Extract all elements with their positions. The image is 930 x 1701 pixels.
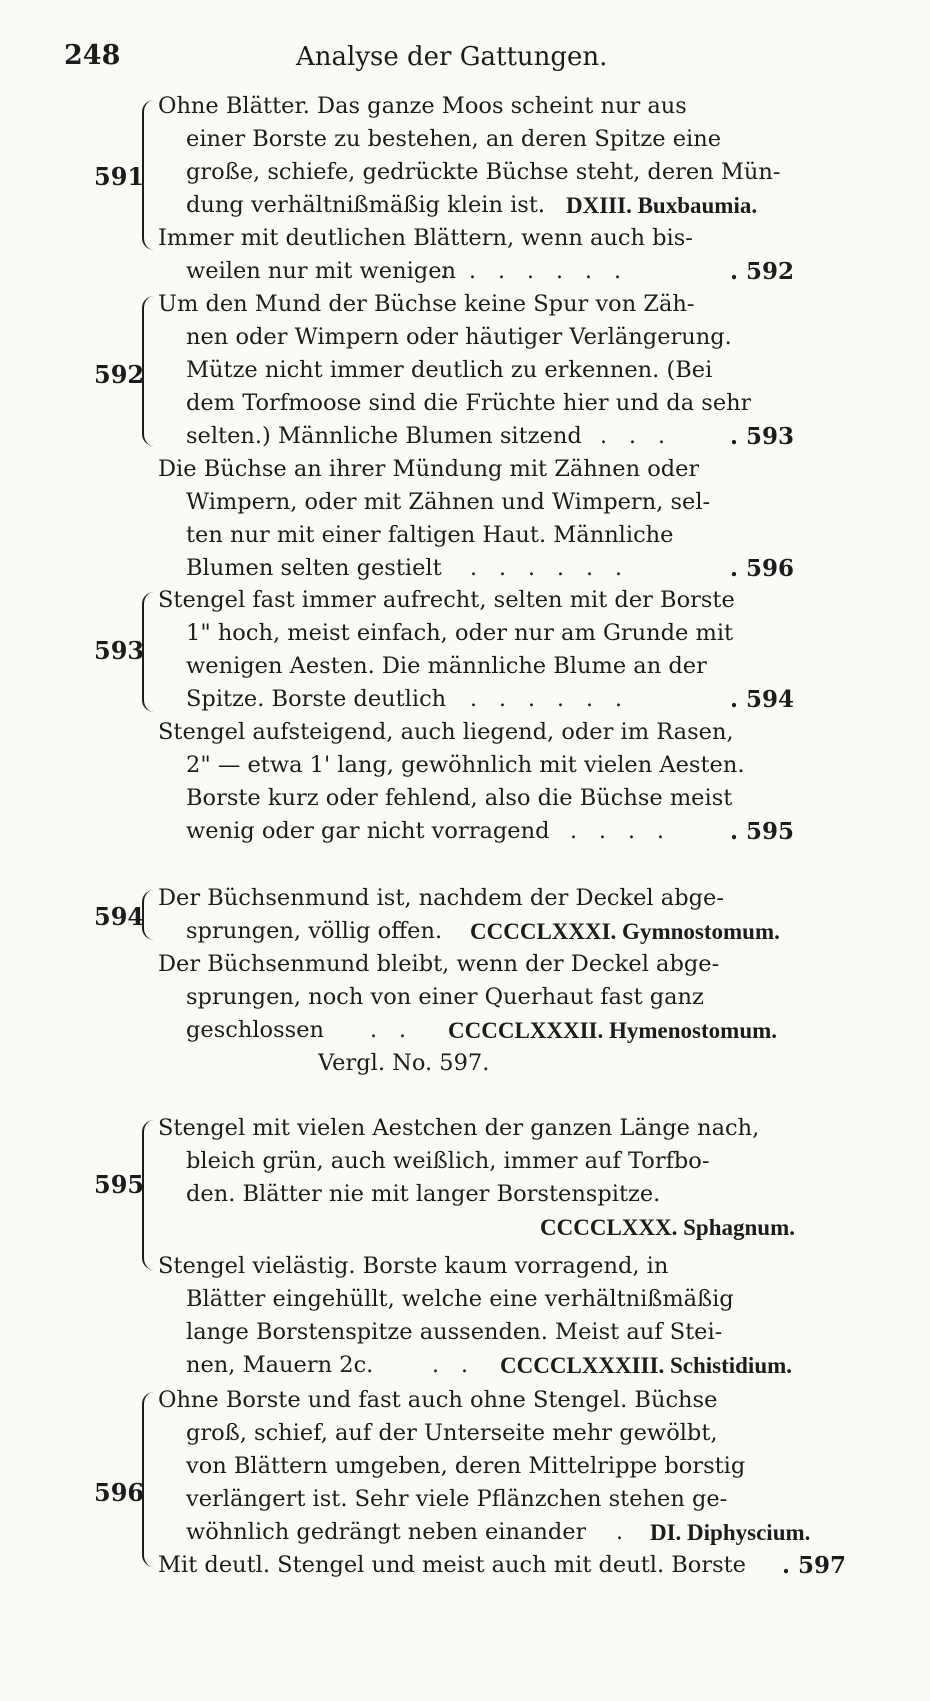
leader-dots: ..: [370, 1018, 428, 1043]
couplet-brace: [142, 592, 158, 712]
couplet-reference: . 594: [730, 686, 795, 713]
lead-line: groß, schief, auf der Unterseite mehr gewölbt,: [186, 1420, 718, 1446]
lead-line: wenig oder gar nicht vorragend: [186, 818, 550, 844]
couplet-number: 596: [94, 1478, 145, 1507]
couplet-number: 592: [94, 360, 145, 389]
lead-line: verlängert ist. Sehr viele Pflänzchen stehen ge-: [186, 1486, 728, 1512]
lead-line: von Blättern umgeben, deren Mittelrippe borstig: [186, 1453, 746, 1479]
lead-line: lange Borstenspitze aussenden. Meist auf Stei-: [186, 1319, 723, 1345]
lead-line: Immer mit deutlichen Blättern, wenn auch bis-: [158, 225, 693, 251]
leader-dots: .: [538, 193, 567, 218]
lead-line: geschlossen: [186, 1017, 324, 1043]
lead-line: dung verhältnißmäßig klein ist.: [186, 192, 546, 218]
couplet-brace: [142, 890, 158, 940]
lead-line: Der Büchsenmund bleibt, wenn der Deckel abge-: [158, 951, 720, 977]
genus-result: CCCCLXXX. Sphagnum.: [540, 1215, 795, 1240]
genus-result: DI. Diphyscium.: [650, 1520, 811, 1545]
lead-line: weilen nur mit wenigen: [186, 258, 457, 284]
genus-result: CCCCLXXXI. Gymnostomum.: [470, 919, 780, 944]
genus-result: DXIII. Buxbaumia.: [566, 193, 758, 218]
lead-line: Der Büchsenmund ist, nachdem der Deckel abge-: [158, 885, 724, 911]
lead-line: Ohne Blätter. Das ganze Moos scheint nur aus: [158, 93, 687, 119]
couplet-reference: . 593: [730, 423, 795, 450]
couplet-reference: . 597: [782, 1552, 847, 1579]
lead-line: 2" — etwa 1' lang, gewöhnlich mit vielen Aesten.: [186, 752, 745, 778]
couplet-reference: . 592: [730, 258, 795, 285]
lead-line: ten nur mit einer faltigen Haut. Männliche: [186, 522, 674, 548]
lead-line: Stengel aufsteigend, auch liegend, oder im Rasen,: [158, 719, 734, 745]
lead-line: Blätter eingehüllt, welche eine verhältnißmäßig: [186, 1286, 734, 1312]
lead-line: Borste kurz oder fehlend, also die Büchse meist: [186, 785, 733, 811]
lead-line: dem Torfmoose sind die Früchte hier und da sehr: [186, 390, 752, 416]
genus-result: CCCCLXXXII. Hymenostomum.: [448, 1018, 778, 1043]
lead-line: 1" hoch, meist einfach, oder nur am Grunde mit: [186, 620, 734, 646]
couplet-number: 594: [94, 902, 145, 931]
leader-dots: ...: [600, 424, 687, 449]
lead-line: Die Büchse an ihrer Mündung mit Zähnen oder: [158, 456, 700, 482]
lead-line: sprungen, völlig offen.: [186, 918, 443, 944]
genus-result: CCCCLXXXIII. Schistidium.: [500, 1353, 793, 1378]
lead-line: Um den Mund der Büchse keine Spur von Zäh-: [158, 291, 695, 317]
couplet-number: 591: [94, 162, 145, 191]
leader-dots: ......: [470, 687, 644, 712]
lead-line: wenigen Aesten. Die männliche Blume an der: [186, 653, 707, 679]
lead-line: selten.) Männliche Blumen sitzend: [186, 423, 582, 449]
lead-line: bleich grün, auch weißlich, immer auf Torfbo-: [186, 1148, 710, 1174]
couplet-number: 595: [94, 1170, 145, 1199]
lead-line: Stengel fast immer aufrecht, selten mit der Borste: [158, 587, 735, 613]
couplet-number: 593: [94, 636, 145, 665]
lead-line: große, schiefe, gedrückte Büchse steht, deren Mün-: [186, 159, 781, 185]
lead-line: Stengel vielästig. Borste kaum vorragend, in: [158, 1253, 669, 1279]
lead-line: nen oder Wimpern oder häutiger Verlängerung.: [186, 324, 732, 350]
lead-line: einer Borste zu bestehen, an deren Spitze eine: [186, 126, 722, 152]
lead-line: Wimpern, oder mit Zähnen und Wimpern, sel-: [186, 489, 711, 515]
couplet-brace: [142, 1392, 158, 1567]
leader-dots: ....: [570, 819, 686, 844]
lead-line: wöhnlich gedrängt neben einander: [186, 1519, 587, 1545]
leader-dots: ..: [432, 1353, 490, 1378]
lead-line: den. Blätter nie mit langer Borstenspitze.: [186, 1181, 661, 1207]
lead-line: nen, Mauern 2c.: [186, 1352, 374, 1378]
lead-line: Spitze. Borste deutlich: [186, 686, 447, 712]
leader-dots: ......: [470, 556, 644, 581]
lead-line: Mütze nicht immer deutlich zu erkennen. (Bei: [186, 357, 713, 383]
lead-line: Mit deutl. Stengel und meist auch mit deutl. Borste: [158, 1552, 746, 1578]
couplet-brace: [142, 296, 158, 446]
lead-line: Blumen selten gestielt: [186, 555, 442, 581]
cross-reference-note: Vergl. No. 597.: [318, 1050, 490, 1076]
lead-line: Stengel mit vielen Aestchen der ganzen Länge nach,: [158, 1115, 760, 1141]
leader-dots: .......: [440, 259, 643, 284]
running-title: Analyse der Gattungen.: [296, 42, 608, 72]
page-number: 248: [64, 40, 121, 71]
lead-line: Ohne Borste und fast auch ohne Stengel. Büchse: [158, 1387, 718, 1413]
lead-line: sprungen, noch von einer Querhaut fast ganz: [186, 984, 704, 1010]
couplet-reference: . 596: [730, 555, 795, 582]
couplet-brace: [142, 1120, 158, 1270]
couplet-reference: . 595: [730, 818, 795, 845]
couplet-brace: [142, 100, 158, 250]
leader-dots: .: [616, 1520, 645, 1545]
